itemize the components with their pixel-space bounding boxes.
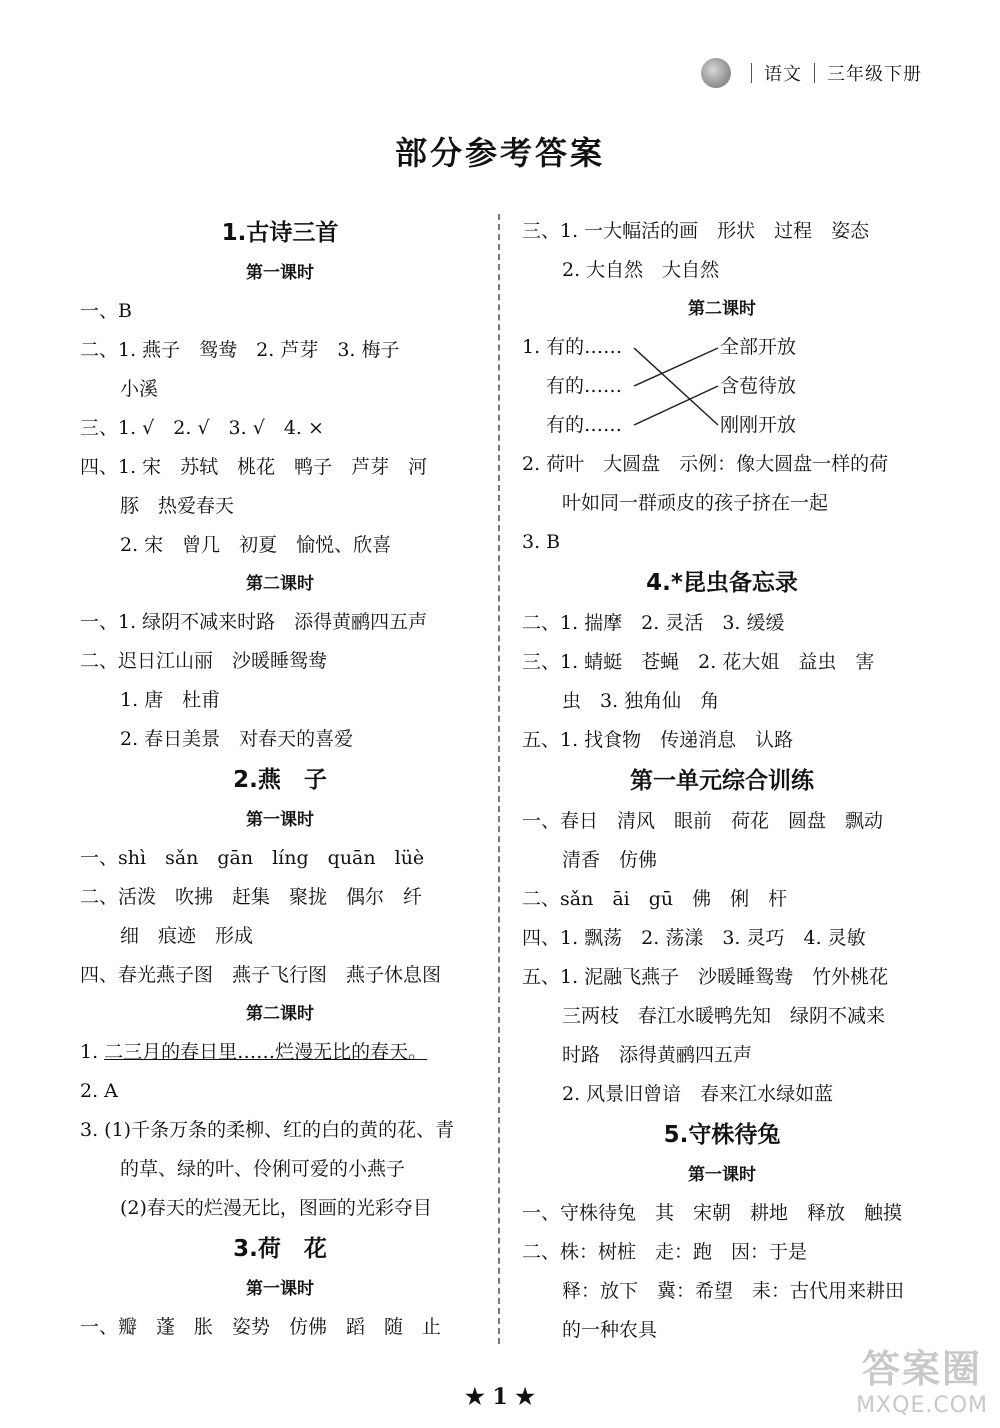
answer-line: 二、活泼 吹拂 赶集 聚拢 偶尔 纤 — [80, 886, 423, 908]
answer-line: 的草、绿的叶、伶俐可爱的小燕子 — [120, 1158, 406, 1180]
answer-line: 一、守株待兔 其 宋朝 耕地 释放 触摸 — [522, 1202, 903, 1224]
header-subject: 语文 — [764, 64, 802, 85]
answer-line: 二、sǎn āi gū 佛 俐 杆 — [522, 888, 788, 910]
answer-line: 2. 春日美景 对春天的喜爱 — [120, 728, 354, 750]
answer-line: 二、1. 揣摩 2. 灵活 3. 缓缓 — [522, 612, 785, 634]
match-line — [634, 348, 718, 425]
answer-prefix: 1. — [80, 1041, 105, 1063]
answer-line: 一、春日 清风 眼前 荷花 圆盘 飘动 — [522, 810, 884, 832]
underlined-answer: 二三月的春日里……烂漫无比的春天。 — [104, 1041, 428, 1063]
period-title: 第一课时 — [246, 1279, 314, 1299]
match-right-item: 刚刚开放 — [720, 414, 797, 436]
watermark-logo-text: 答案圈 — [862, 1347, 983, 1391]
answer-line: 四、1. 飘荡 2. 荡漾 3. 灵巧 4. 灵敏 — [522, 927, 866, 949]
header-grade: 三年级下册 — [827, 64, 922, 85]
period-title: 第二课时 — [688, 299, 756, 319]
answer-line: 五、1. 泥融飞燕子 沙暖睡鸳鸯 竹外桃花 — [522, 966, 889, 988]
book-logo-icon — [701, 58, 731, 88]
lesson-title: 5.守株待兔 — [663, 1122, 781, 1148]
answer-line: 五、1. 找食物 传递消息 认路 — [522, 729, 794, 751]
answer-line: 豚 热爱春天 — [120, 495, 235, 517]
matching-exercise — [522, 328, 922, 445]
column-divider — [498, 214, 500, 1344]
match-left-item: 1. 有的…… — [522, 336, 623, 358]
answer-line: 三、1. √ 2. √ 3. √ 4. × — [80, 417, 324, 439]
answer-line: 1. 唐 杜甫 — [120, 689, 221, 711]
answer-line: 二、迟日江山丽 沙暖睡鸳鸯 — [80, 650, 328, 672]
answer-line: 2. 宋 曾几 初夏 愉悦、欣喜 — [120, 534, 392, 556]
answer-line: 细 痕迹 形成 — [120, 925, 254, 947]
match-right-item: 含苞待放 — [720, 375, 797, 397]
period-title: 第一课时 — [246, 263, 314, 283]
lesson-title: 1.古诗三首 — [221, 220, 339, 246]
watermark-url: MXQE.COM — [856, 1393, 988, 1418]
answer-line: 三、1. 一大幅活的画 形状 过程 姿态 — [522, 220, 870, 242]
lesson-title: 4.*昆虫备忘录 — [646, 570, 798, 596]
period-title: 第一课时 — [688, 1165, 756, 1185]
lesson-title: 2.燕 子 — [233, 767, 327, 793]
match-left-item: 有的…… — [546, 375, 623, 397]
answer-line: 2. 大自然 大自然 — [562, 259, 720, 281]
answer-line: (2)春天的烂漫无比，图画的光彩夺目 — [120, 1197, 432, 1219]
answer-line: 一、shì sǎn gān líng quān lüè — [80, 847, 425, 869]
answer-line: 小溪 — [120, 378, 159, 400]
answer-line: 虫 3. 独角仙 角 — [562, 690, 720, 712]
answer-line: 一、瓣 蓬 胀 姿势 仿佛 蹈 随 止 — [80, 1316, 442, 1338]
lesson-title: 第一单元综合训练 — [630, 768, 814, 794]
answer-line: 释：放下 冀：希望 耒：古代用来耕田 — [562, 1280, 905, 1302]
match-right-item: 全部开放 — [720, 336, 797, 358]
lesson-title: 3.荷 花 — [233, 1236, 327, 1262]
page-header — [701, 58, 922, 88]
right-column — [522, 212, 922, 1350]
match-left-item: 有的…… — [546, 414, 623, 436]
page-title: 部分参考答案 — [394, 134, 605, 172]
left-column — [80, 212, 480, 1347]
answer-line: 清香 仿佛 — [562, 849, 658, 871]
answer-line: 三、1. 蜻蜓 苍蝇 2. 花大姐 益虫 害 — [522, 651, 875, 673]
answer-line: 二、1. 燕子 鸳鸯 2. 芦芽 3. 梅子 — [80, 339, 400, 361]
period-title: 第二课时 — [246, 1004, 314, 1024]
match-line — [634, 386, 718, 425]
answer-line: 3. (1)千条万条的柔柳、红的白的黄的花、青 — [80, 1119, 455, 1141]
answer-line: 2. A — [80, 1080, 118, 1102]
answer-line: 的一种农具 — [562, 1319, 658, 1341]
header-separator — [814, 63, 815, 83]
answer-line: 一、1. 绿阴不减来时路 添得黄鹂四五声 — [80, 611, 428, 633]
answer-line: 2. 荷叶 大圆盘 示例：像大圆盘一样的荷 — [522, 453, 889, 475]
answer-line: 四、1. 宋 苏轼 桃花 鸭子 芦芽 河 — [80, 456, 428, 478]
answer-line: 2. 风景旧曾谙 春来江水绿如蓝 — [562, 1083, 834, 1105]
site-watermark — [856, 1338, 988, 1418]
page-number: ★ 1 ★ — [464, 1384, 536, 1410]
answer-line: 二、株：树桩 走：跑 因：于是 — [522, 1241, 808, 1263]
answer-line: 叶如同一群顽皮的孩子挤在一起 — [562, 492, 829, 514]
answer-line: 一、B — [80, 300, 132, 322]
period-title: 第一课时 — [246, 810, 314, 830]
answer-line: 3. B — [522, 531, 561, 553]
header-separator — [751, 63, 752, 83]
answer-line: 三两枝 春江水暖鸭先知 绿阴不减来 — [562, 1005, 886, 1027]
answer-line — [80, 1033, 480, 1072]
period-title: 第二课时 — [246, 574, 314, 594]
answer-line: 四、春光燕子图 燕子飞行图 燕子休息图 — [80, 964, 442, 986]
match-line — [634, 348, 718, 386]
answer-line: 时路 添得黄鹂四五声 — [562, 1044, 753, 1066]
